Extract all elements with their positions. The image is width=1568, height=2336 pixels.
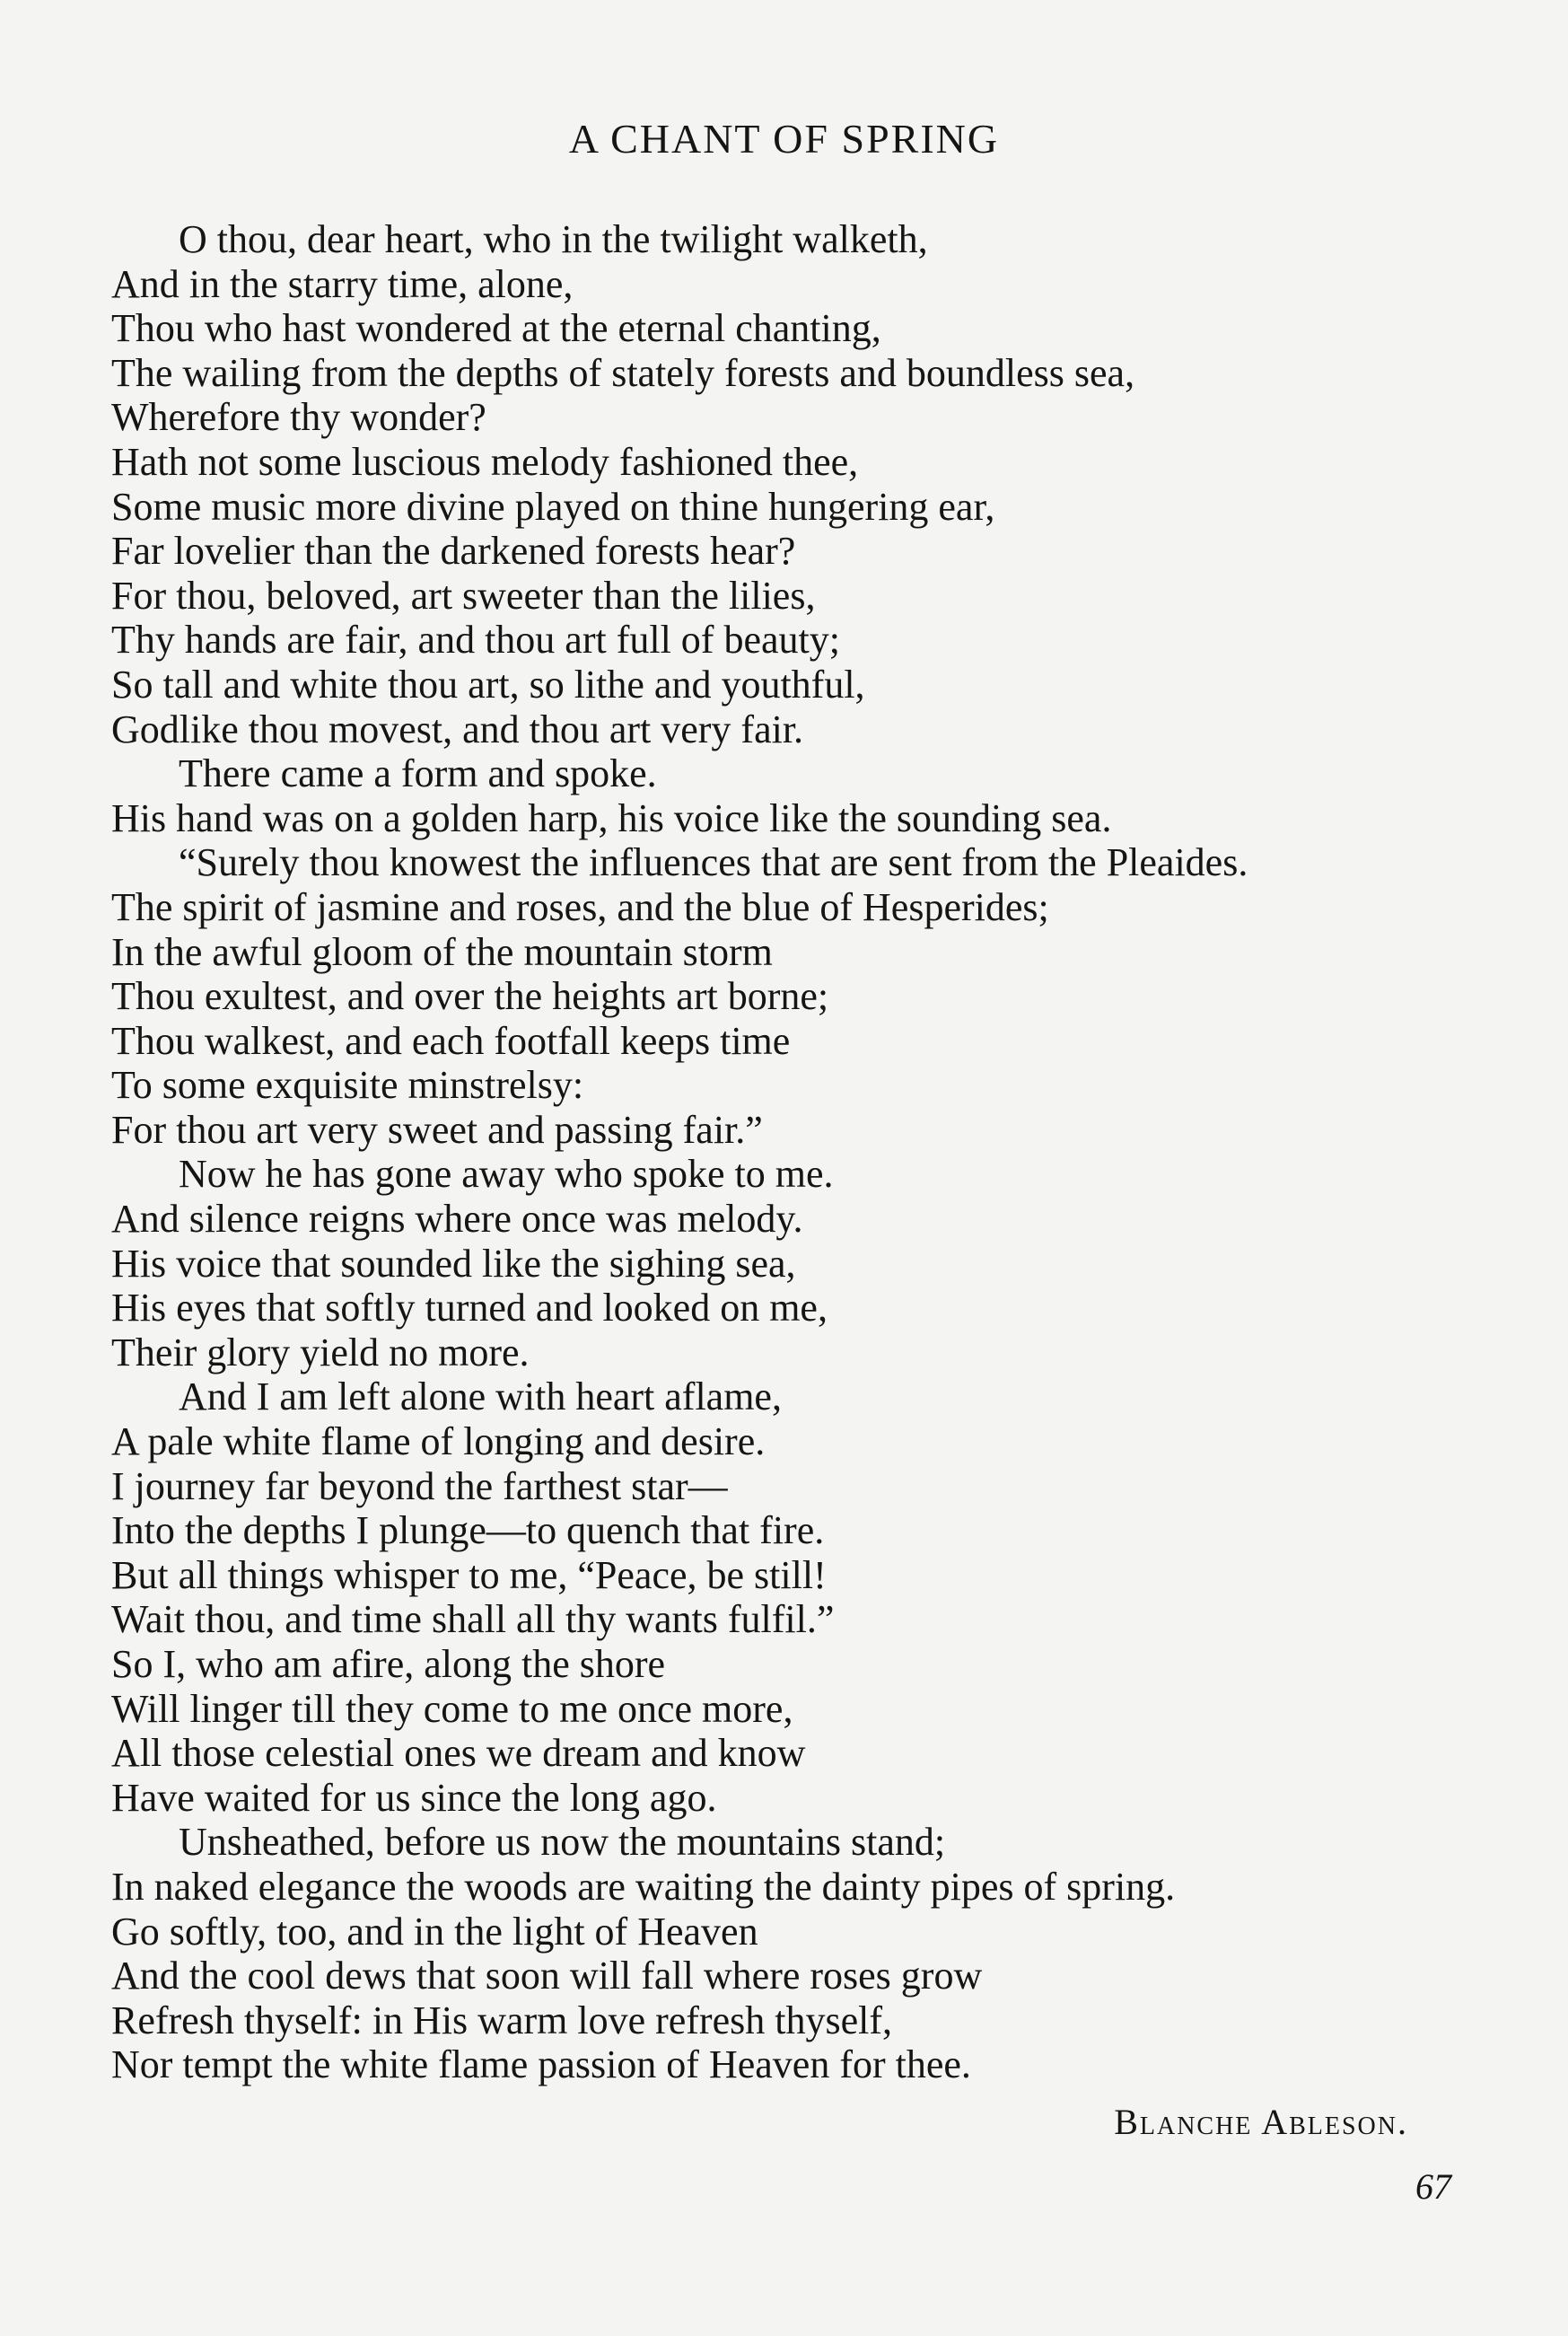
poem-line: All those celestial ones we dream and know — [111, 1731, 806, 1776]
poem-line: Hath not some luscious melody fashioned thee, — [111, 439, 859, 484]
poem-line: In naked elegance the woods are waiting the dainty pipes of spring. — [111, 1864, 1176, 1909]
poem-body — [111, 217, 1511, 2087]
poem-line: For thou art very sweet and passing fair.” — [111, 1107, 763, 1152]
poem-line: Wait thou, and time shall all thy wants fulfil.” — [111, 1597, 835, 1642]
poem-line: His hand was on a golden harp, his voice like the sounding sea. — [111, 795, 1112, 840]
poem-line: So I, who am afire, along the shore — [111, 1642, 666, 1686]
poem-line: Nor tempt the white flame passion of Heaven for thee. — [111, 2042, 971, 2087]
poem-line: His voice that sounded like the sighing sea, — [111, 1241, 796, 1286]
poem-line: Far lovelier than the darkened forests hear? — [111, 529, 796, 574]
poem-line: Some music more divine played on thine hungering ear, — [111, 484, 995, 529]
poem-line: But all things whisper to me, “Peace, be still! — [111, 1552, 827, 1597]
poem-line: Have waited for us since the long ago. — [111, 1775, 717, 1820]
poem-line: There came a form and spoke. — [179, 751, 657, 796]
author-signature: Blanche Ableson. — [1114, 2102, 1408, 2142]
poem-line: For thou, beloved, art sweeter than the lilies, — [111, 573, 816, 618]
poem-line: Now he has gone away who spoke to me. — [179, 1152, 834, 1197]
poem-line: The wailing from the depths of stately forests and boundless sea, — [111, 350, 1135, 395]
poem-line: And I am left alone with heart aflame, — [179, 1374, 782, 1419]
poem-line: Unsheathed, before us now the mountains stand; — [179, 1820, 946, 1865]
poem-line: The spirit of jasmine and roses, and the blue of Hesperides; — [111, 884, 1049, 929]
poem-line: O thou, dear heart, who in the twilight walketh, — [179, 217, 928, 261]
page-number: 67 — [1415, 2166, 1451, 2207]
poem-line: In the awful gloom of the mountain storm — [111, 929, 773, 974]
poem-line: Thy hands are fair, and thou art full of beauty; — [111, 618, 840, 663]
poem-line: Into the depths I plunge—to quench that fire. — [111, 1508, 825, 1553]
poem-line: “Surely thou knowest the influences that are sent from the Pleaides. — [179, 840, 1248, 885]
poem-line: Go softly, too, and in the light of Heaven — [111, 1909, 758, 1954]
poem-line: Godlike thou movest, and thou art very fair. — [111, 707, 804, 751]
poem-line: Thou walkest, and each footfall keeps time — [111, 1018, 791, 1063]
poem-line: I journey far beyond the farthest star— — [111, 1463, 728, 1508]
poem-line: And in the starry time, alone, — [111, 261, 574, 306]
poem-line: Will linger till they come to me once more, — [111, 1686, 793, 1731]
poem-line: Thou who hast wondered at the eternal chanting, — [111, 306, 881, 351]
poem-line: So tall and white thou art, so lithe and youthful, — [111, 662, 865, 707]
poem-line: His eyes that softly turned and looked on me, — [111, 1286, 828, 1330]
poem-line: Wherefore thy wonder? — [111, 395, 486, 440]
poem-line: Refresh thyself: in His warm love refresh thyself, — [111, 1998, 892, 2042]
poem-line: A pale white flame of longing and desire. — [111, 1419, 766, 1464]
poem-line: And the cool dews that soon will fall where roses grow — [111, 1954, 983, 1998]
poem-title: A CHANT OF SPRING — [568, 116, 1000, 162]
poem-line: Their glory yield no more. — [111, 1330, 530, 1374]
poem-line: To some exquisite minstrelsy: — [111, 1063, 584, 1108]
poem-line: And silence reigns where once was melody. — [111, 1197, 803, 1242]
poem-line: Thou exultest, and over the heights art borne; — [111, 974, 829, 1019]
